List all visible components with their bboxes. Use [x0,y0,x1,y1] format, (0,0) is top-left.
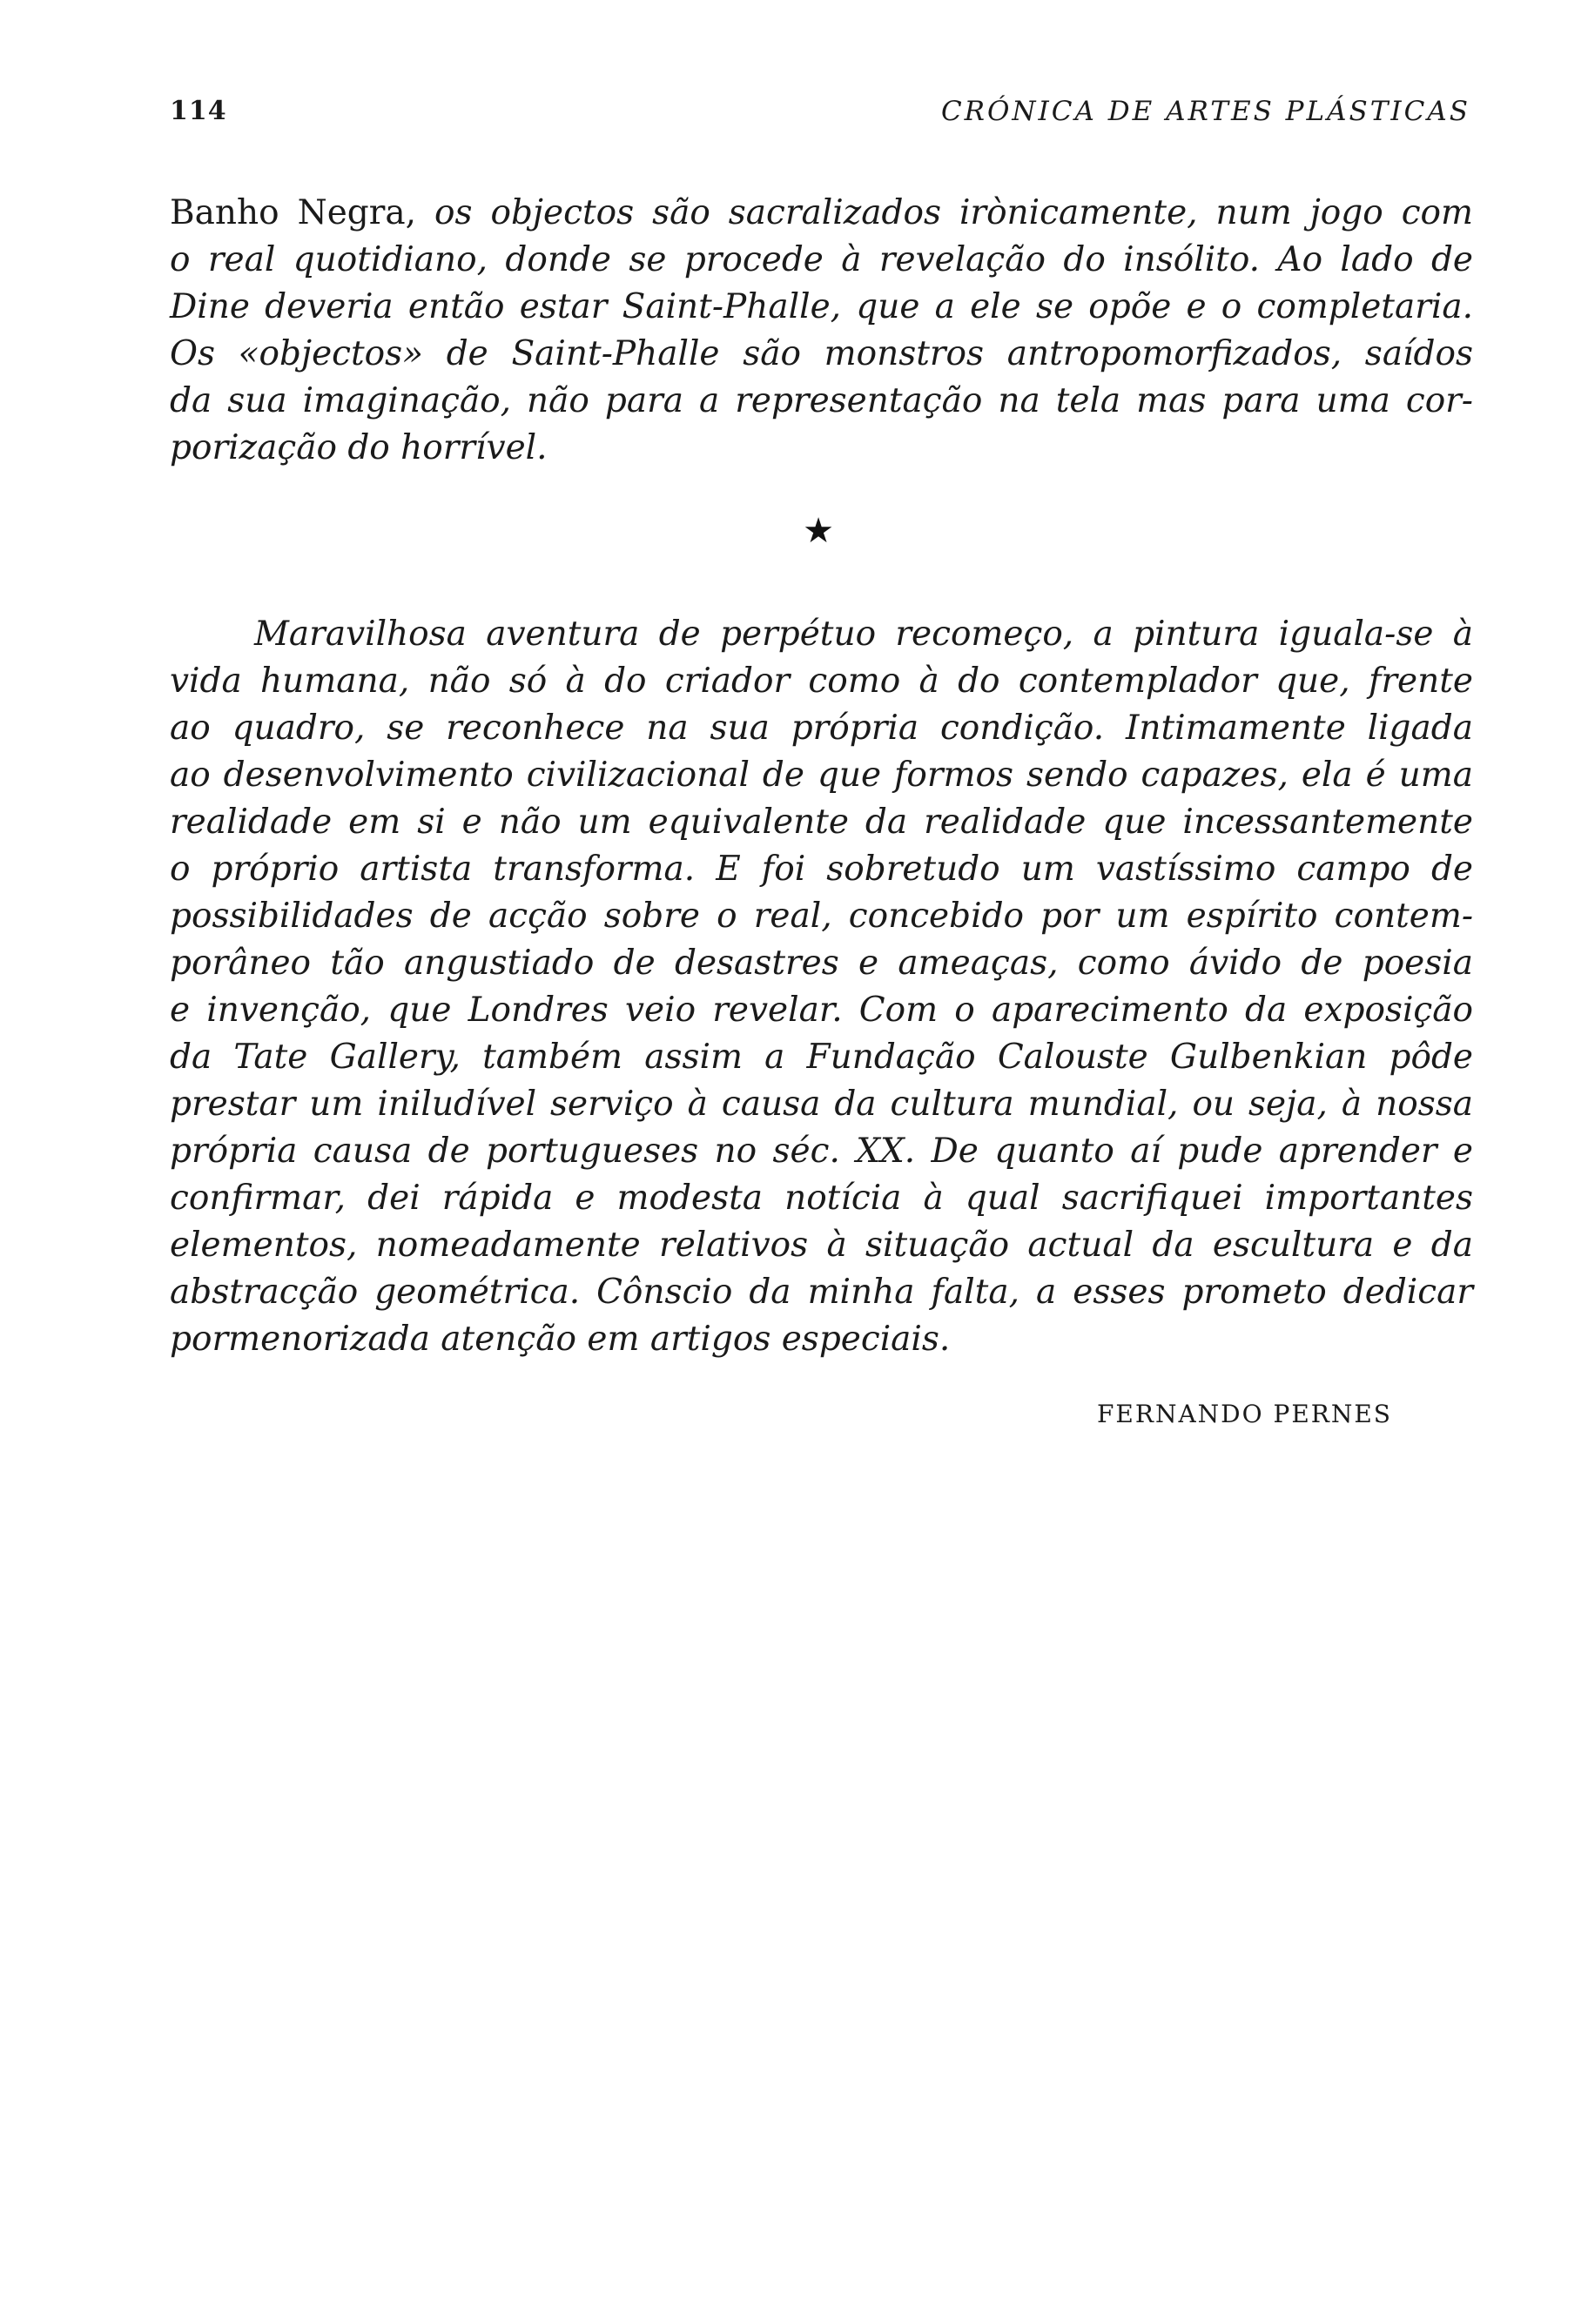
text-line: ao quadro, se reconhece na sua própria condição. Intimamente ligada [170,709,1473,748]
text-line: o real quotidiano, donde se procede à revelação do insólito. Ao lado de [170,240,1473,279]
text-line: Maravilhosa aventura de perpétuo recomeço, a pintura iguala-se à [254,615,1473,654]
text-line: da sua imaginação, não para a representação na tela mas para uma cor- [170,381,1473,420]
text-line: Os «objectos» de Saint-Phalle são monstros antropomorfizados, saídos [170,334,1473,373]
line-continuation: os objectos são sacralizados irònicamente, num jogo com [434,193,1473,232]
page-number: 114 [170,96,227,126]
text-line: própria causa de portugueses no séc. XX. De quanto aí pude aprender e [170,1132,1473,1171]
text-line [170,190,1473,237]
text-line: porização do horrível. [170,428,548,467]
running-title: CRÓNICA DE ARTES PLÁSTICAS [940,96,1470,127]
text-line: vida humana, não só à do criador como à do contemplador que, frente [170,662,1473,701]
text-line: ao desenvolvimento civilizacional de que formos sendo capazes, ela é uma [170,756,1473,795]
text-line: da Tate Gallery, também assim a Fundação Calouste Gulbenkian pôde [170,1038,1473,1077]
text-line: elementos, nomeadamente relativos à situação actual da escultura e da [170,1226,1473,1265]
paragraph-1 [170,190,1473,472]
lead-roman-text: Banho Negra, [170,193,417,232]
text-line: porâneo tão angustiado de desastres e ameaças, como ávido de poesia [170,944,1473,983]
author-signature: FERNANDO PERNES [1097,1400,1392,1428]
text-line: pormenorizada atenção em artigos especiais. [170,1320,951,1359]
star-separator-icon: ★ [803,511,834,551]
text-line: realidade em si e não um equivalente da realidade que incessantemente [170,803,1473,842]
text-line: possibilidades de acção sobre o real, concebido por um espírito contem- [170,897,1473,936]
text-line: confirmar, dei rápida e modesta notícia à qual sacrifiquei importantes [170,1179,1473,1218]
text-line: Dine deveria então estar Saint-Phalle, que a ele se opõe e o completaria. [170,287,1473,326]
text-line: o próprio artista transforma. E foi sobretudo um vastíssimo campo de [170,850,1473,889]
running-header [170,96,1470,139]
paragraph-2 [170,611,1473,1363]
text-line: e invenção, que Londres veio revelar. Com o aparecimento da exposição [170,991,1473,1030]
text-line: prestar um iniludível serviço à causa da cultura mundial, ou seja, à nossa [170,1085,1473,1124]
text-line: abstracção geométrica. Cônscio da minha falta, a esses prometo dedicar [170,1273,1473,1312]
